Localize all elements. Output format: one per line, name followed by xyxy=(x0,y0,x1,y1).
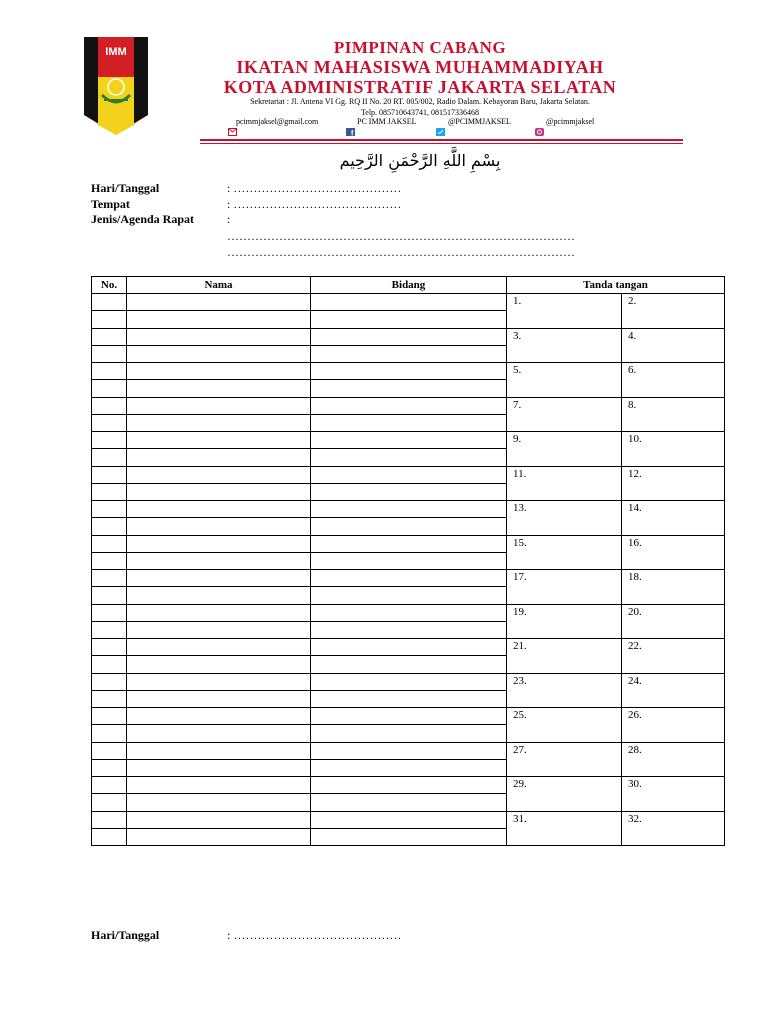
agenda-line-2[interactable]: …………………………………………………………………………… xyxy=(227,245,575,259)
no-cell[interactable] xyxy=(92,345,127,362)
table-row xyxy=(92,570,725,587)
header-rule-thin xyxy=(200,143,683,144)
no-cell[interactable] xyxy=(92,380,127,397)
nama-cell[interactable] xyxy=(127,759,311,776)
no-cell[interactable] xyxy=(92,552,127,569)
signature-cell[interactable]: 28. xyxy=(622,742,725,777)
signature-cell[interactable]: 14. xyxy=(622,501,725,536)
nama-cell[interactable] xyxy=(127,708,311,725)
table-row xyxy=(92,535,725,552)
table-row xyxy=(92,708,725,725)
bidang-cell[interactable] xyxy=(311,587,507,604)
svg-text:IMM: IMM xyxy=(105,46,127,58)
signature-cell[interactable]: 1. xyxy=(507,294,622,329)
bidang-cell[interactable] xyxy=(311,328,507,345)
nama-cell[interactable] xyxy=(127,604,311,621)
org-title-3: KOTA ADMINISTRATIF JAKARTA SELATAN xyxy=(223,77,617,97)
bidang-cell[interactable] xyxy=(311,673,507,690)
signature-cell[interactable]: 4. xyxy=(622,328,725,363)
signature-cell[interactable]: 12. xyxy=(622,466,725,501)
nama-cell[interactable] xyxy=(127,828,311,845)
bismillah: بِسْمِ اللَّهِ الرَّحْمَنِ الرَّحِيم xyxy=(339,151,501,170)
table-row xyxy=(92,501,725,518)
no-cell[interactable] xyxy=(92,501,127,518)
tempat-label: Tempat xyxy=(91,197,130,211)
bidang-cell[interactable] xyxy=(311,518,507,535)
signature-cell[interactable]: 24. xyxy=(622,673,725,708)
bidang-cell[interactable] xyxy=(311,552,507,569)
no-cell[interactable] xyxy=(92,811,127,828)
footer-hari-label: Hari/Tanggal xyxy=(91,928,160,942)
agenda-label: Jenis/Agenda Rapat xyxy=(91,212,195,226)
nama-cell[interactable] xyxy=(127,432,311,449)
table-row xyxy=(92,294,725,311)
no-cell[interactable] xyxy=(92,673,127,690)
attendance-body xyxy=(92,294,725,846)
header-nama: Nama xyxy=(127,277,311,294)
bidang-cell[interactable] xyxy=(311,708,507,725)
no-cell[interactable] xyxy=(92,656,127,673)
bidang-cell[interactable] xyxy=(311,483,507,500)
table-header-row xyxy=(92,277,725,294)
bidang-cell[interactable] xyxy=(311,535,507,552)
bidang-cell[interactable] xyxy=(311,449,507,466)
no-cell[interactable] xyxy=(92,294,127,311)
signature-cell[interactable]: 5. xyxy=(507,363,622,398)
bidang-cell[interactable] xyxy=(311,725,507,742)
no-cell[interactable] xyxy=(92,328,127,345)
header-tanda-tangan: Tanda tangan xyxy=(507,277,725,294)
no-cell[interactable] xyxy=(92,363,127,380)
signature-cell[interactable]: 8. xyxy=(622,397,725,432)
signature-cell[interactable]: 15. xyxy=(507,535,622,570)
table-row xyxy=(92,639,725,656)
signature-cell[interactable]: 3. xyxy=(507,328,622,363)
org-title-1: PIMPINAN CABANG xyxy=(333,38,507,57)
no-cell[interactable] xyxy=(92,725,127,742)
signature-cell[interactable]: 7. xyxy=(507,397,622,432)
signature-cell[interactable]: 29. xyxy=(507,777,622,812)
nama-cell[interactable] xyxy=(127,311,311,328)
attendance-table xyxy=(91,276,725,846)
header-no: No. xyxy=(92,277,127,294)
hari-tanggal-label: Hari/Tanggal xyxy=(91,181,160,195)
table-row xyxy=(92,328,725,345)
bidang-cell[interactable] xyxy=(311,363,507,380)
header-bidang: Bidang xyxy=(311,277,507,294)
contact-facebook: PC IMM JAKSEL xyxy=(357,117,417,126)
no-cell[interactable] xyxy=(92,518,127,535)
nama-cell[interactable] xyxy=(127,639,311,656)
agenda-colon: : xyxy=(227,212,231,226)
no-cell[interactable] xyxy=(92,742,127,759)
bidang-cell[interactable] xyxy=(311,777,507,794)
bidang-cell[interactable] xyxy=(311,690,507,707)
nama-cell[interactable] xyxy=(127,363,311,380)
table-row xyxy=(92,673,725,690)
table-row xyxy=(92,397,725,414)
nama-cell[interactable] xyxy=(127,380,311,397)
nama-cell[interactable] xyxy=(127,328,311,345)
org-title-2: IKATAN MAHASISWA MUHAMMADIYAH xyxy=(236,57,604,77)
bidang-cell[interactable] xyxy=(311,759,507,776)
signature-cell[interactable]: 27. xyxy=(507,742,622,777)
nama-cell[interactable] xyxy=(127,345,311,362)
nama-cell[interactable] xyxy=(127,587,311,604)
signature-cell[interactable]: 6. xyxy=(622,363,725,398)
signature-cell[interactable]: 25. xyxy=(507,708,622,743)
signature-cell[interactable]: 23. xyxy=(507,673,622,708)
no-cell[interactable] xyxy=(92,449,127,466)
contact-twitter: @PCIMMJAKSEL xyxy=(448,117,511,126)
bidang-cell[interactable] xyxy=(311,311,507,328)
signature-cell[interactable]: 2. xyxy=(622,294,725,329)
signature-cell[interactable]: 9. xyxy=(507,432,622,467)
signature-cell[interactable]: 13. xyxy=(507,501,622,536)
nama-cell[interactable] xyxy=(127,466,311,483)
bidang-cell[interactable] xyxy=(311,742,507,759)
bidang-cell[interactable] xyxy=(311,432,507,449)
imm-logo xyxy=(84,37,148,135)
nama-cell[interactable] xyxy=(127,690,311,707)
twitter-icon xyxy=(436,128,445,136)
no-cell[interactable] xyxy=(92,690,127,707)
svg-text:f: f xyxy=(351,130,354,136)
gmail-icon xyxy=(228,128,237,136)
table-row xyxy=(92,432,725,449)
nama-cell[interactable] xyxy=(127,570,311,587)
bidang-cell[interactable] xyxy=(311,828,507,845)
bidang-cell[interactable] xyxy=(311,794,507,811)
no-cell[interactable] xyxy=(92,570,127,587)
no-cell[interactable] xyxy=(92,621,127,638)
bidang-cell[interactable] xyxy=(311,621,507,638)
signature-cell[interactable]: 31. xyxy=(507,811,622,846)
no-cell[interactable] xyxy=(92,794,127,811)
signature-cell[interactable]: 21. xyxy=(507,639,622,674)
bidang-cell[interactable] xyxy=(311,604,507,621)
nama-cell[interactable] xyxy=(127,535,311,552)
bidang-cell[interactable] xyxy=(311,811,507,828)
bidang-cell[interactable] xyxy=(311,656,507,673)
no-cell[interactable] xyxy=(92,414,127,431)
facebook-icon xyxy=(346,128,355,136)
no-cell[interactable] xyxy=(92,397,127,414)
no-cell[interactable] xyxy=(92,466,127,483)
signature-cell[interactable]: 32. xyxy=(622,811,725,846)
no-cell[interactable] xyxy=(92,777,127,794)
bidang-cell[interactable] xyxy=(311,397,507,414)
nama-cell[interactable] xyxy=(127,794,311,811)
no-cell[interactable] xyxy=(92,708,127,725)
table-row xyxy=(92,604,725,621)
instagram-icon xyxy=(535,128,544,136)
no-cell[interactable] xyxy=(92,483,127,500)
agenda-line-1[interactable]: …………………………………………………………………………… xyxy=(227,229,575,243)
nama-cell[interactable] xyxy=(127,621,311,638)
bidang-cell[interactable] xyxy=(311,345,507,362)
signature-cell[interactable]: 16. xyxy=(622,535,725,570)
signature-cell[interactable]: 20. xyxy=(622,604,725,639)
footer-hari-value[interactable]: : …………………………………… xyxy=(227,928,402,942)
nama-cell[interactable] xyxy=(127,742,311,759)
nama-cell[interactable] xyxy=(127,656,311,673)
no-cell[interactable] xyxy=(92,587,127,604)
phone-line: Telp. 085710643741, 081517336468 xyxy=(360,108,480,117)
nama-cell[interactable] xyxy=(127,777,311,794)
table-row xyxy=(92,811,725,828)
table-row xyxy=(92,363,725,380)
no-cell[interactable] xyxy=(92,639,127,656)
no-cell[interactable] xyxy=(92,828,127,845)
nama-cell[interactable] xyxy=(127,294,311,311)
signature-cell[interactable]: 26. xyxy=(622,708,725,743)
signature-cell[interactable]: 22. xyxy=(622,639,725,674)
no-cell[interactable] xyxy=(92,759,127,776)
contact-email: pcimmjaksel@gmail.com xyxy=(236,117,319,126)
table-row xyxy=(92,466,725,483)
nama-cell[interactable] xyxy=(127,518,311,535)
signature-cell[interactable]: 19. xyxy=(507,604,622,639)
contact-instagram: @pcimmjaksel xyxy=(546,117,595,126)
nama-cell[interactable] xyxy=(127,673,311,690)
nama-cell[interactable] xyxy=(127,725,311,742)
signature-cell[interactable]: 18. xyxy=(622,570,725,605)
nama-cell[interactable] xyxy=(127,414,311,431)
nama-cell[interactable] xyxy=(127,449,311,466)
table-row xyxy=(92,777,725,794)
signature-cell[interactable]: 17. xyxy=(507,570,622,605)
bidang-cell[interactable] xyxy=(311,501,507,518)
no-cell[interactable] xyxy=(92,604,127,621)
bidang-cell[interactable] xyxy=(311,570,507,587)
nama-cell[interactable] xyxy=(127,811,311,828)
no-cell[interactable] xyxy=(92,432,127,449)
bidang-cell[interactable] xyxy=(311,294,507,311)
bidang-cell[interactable] xyxy=(311,639,507,656)
no-cell[interactable] xyxy=(92,535,127,552)
no-cell[interactable] xyxy=(92,311,127,328)
nama-cell[interactable] xyxy=(127,483,311,500)
signature-cell[interactable]: 30. xyxy=(622,777,725,812)
header-rule-thick xyxy=(200,139,683,141)
bidang-cell[interactable] xyxy=(311,414,507,431)
signature-cell[interactable]: 11. xyxy=(507,466,622,501)
table-row xyxy=(92,742,725,759)
bidang-cell[interactable] xyxy=(311,466,507,483)
address-line: Sekretariat : Jl. Antena VI Gg. RQ II No. 20 RT. 005/002, Radio Dalam. Kebayoran Baru, Jakarta Selatan. xyxy=(250,97,590,106)
nama-cell[interactable] xyxy=(127,552,311,569)
bidang-cell[interactable] xyxy=(311,380,507,397)
nama-cell[interactable] xyxy=(127,397,311,414)
nama-cell[interactable] xyxy=(127,501,311,518)
signature-cell[interactable]: 10. xyxy=(622,432,725,467)
tempat-value[interactable]: : …………………………………… xyxy=(227,197,402,211)
hari-tanggal-value[interactable]: : …………………………………… xyxy=(227,181,402,195)
